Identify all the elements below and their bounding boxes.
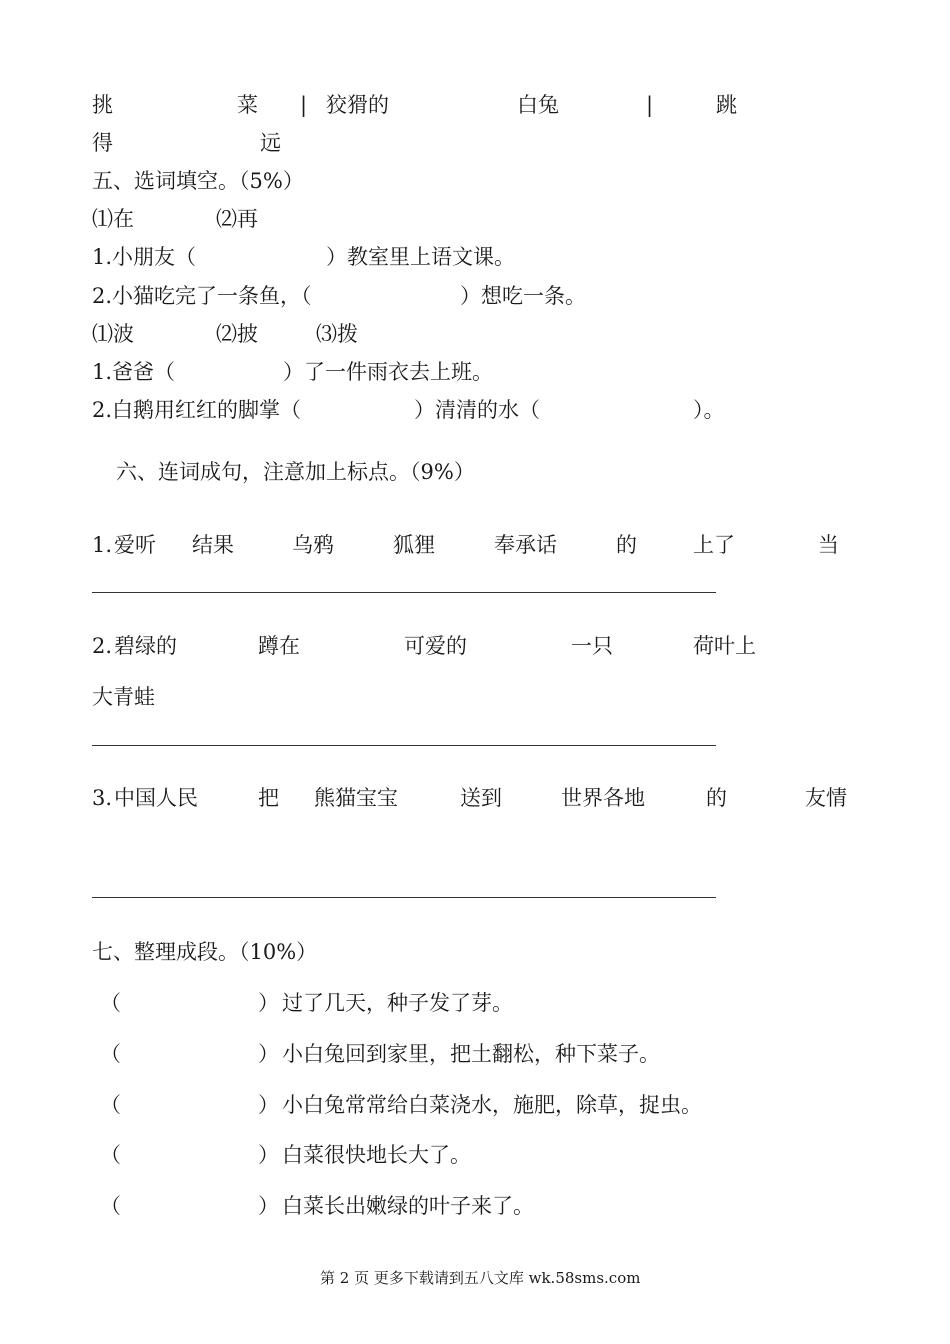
s6-q1-word: 结果	[192, 533, 234, 557]
s7-paren-close: ）	[258, 1143, 279, 1167]
s5-g1-q1-prefix: 1.小朋友（	[92, 245, 197, 269]
s6-q3-word: 友情	[805, 786, 847, 810]
s5-g1-q2-prefix: 2.小猫吃完了一条鱼，（	[92, 284, 312, 308]
s6-q1-word: 当	[818, 533, 839, 557]
s5-g2-q2-prefix: 2.白鹅用红红的脚掌（	[92, 398, 302, 422]
s5-g2-q2-mid: ）清清的水（	[414, 398, 540, 422]
s6-q3-word: 熊猫宝宝	[314, 786, 398, 810]
s6-q1-word: 奉承话	[494, 533, 557, 557]
s7-item: 过了几天，种子发了芽。	[282, 991, 513, 1015]
s7-paren-close: ）	[258, 1093, 279, 1117]
s6-q1-word: 狐狸	[393, 533, 435, 557]
s5-g2-option-2: ⑵披	[216, 322, 258, 346]
s5-g2-q1-suffix: ）了一件雨衣去上班。	[283, 360, 493, 384]
word-cai: 菜	[237, 93, 258, 117]
s7-paren-open: （	[100, 1042, 121, 1066]
s5-g1-option-1: ⑴在	[92, 207, 134, 231]
s7-paren-open: （	[100, 1093, 121, 1117]
s6-q3-number: 3.	[92, 786, 113, 810]
s6-q2-word: 一只	[571, 634, 613, 658]
s6-q1-word: 上了	[693, 533, 735, 557]
s6-q2-word: 蹲在	[258, 634, 300, 658]
word-tiao: 挑	[92, 93, 113, 117]
s7-paren-close: ）	[258, 991, 279, 1015]
answer-line-2	[92, 745, 716, 746]
s7-item: 白菜长出嫩绿的叶子来了。	[282, 1194, 534, 1218]
s6-q3-word: 送到	[460, 786, 502, 810]
section7-title: 七、整理成段。（10%）	[92, 940, 318, 964]
s6-q1-number: 1.	[92, 533, 113, 557]
word-tiao2: 跳	[716, 93, 737, 117]
section6-title: 六、连词成句，注意加上标点。（9%）	[116, 460, 475, 484]
s7-paren-close: ）	[258, 1042, 279, 1066]
s5-g1-q2-suffix: ）想吃一条。	[460, 284, 586, 308]
s6-q2-number: 2.	[92, 634, 113, 658]
section5-title: 五、选词填空。（5%）	[92, 169, 304, 193]
s5-g2-q2-suffix: ）。	[693, 398, 725, 422]
word-de: 得	[92, 131, 113, 155]
s5-g1-option-2: ⑵再	[216, 207, 258, 231]
s6-q2-word: 可爱的	[404, 634, 467, 658]
word-baitu: 白兔	[517, 93, 559, 117]
s7-item: 小白兔回到家里，把土翻松，种下菜子。	[282, 1042, 660, 1066]
s5-g2-option-3: ⑶拨	[316, 322, 358, 346]
s6-q2-word: 碧绿的	[114, 634, 177, 658]
s7-item: 白菜很快地长大了。	[282, 1143, 471, 1167]
s5-g2-q1-prefix: 1.爸爸（	[92, 360, 176, 384]
s6-q2-word: 荷叶上	[693, 634, 756, 658]
s7-paren-open: （	[100, 991, 121, 1015]
answer-line-1	[92, 592, 716, 593]
page-footer: 第 2 页 更多下载请到五八文库 wk.58sms.com	[320, 1269, 641, 1287]
answer-line-3	[92, 897, 716, 898]
separator-2: |	[646, 93, 654, 117]
s6-q2-word: 大青蛙	[92, 685, 155, 709]
s6-q3-word: 世界各地	[561, 786, 645, 810]
s7-item: 小白兔常常给白菜浇水，施肥，除草，捉虫。	[282, 1093, 702, 1117]
s6-q3-word: 中国人民	[114, 786, 198, 810]
word-jiaohuade: 狡猾的	[326, 93, 389, 117]
s6-q3-word: 的	[706, 786, 727, 810]
s6-q1-word: 乌鸦	[292, 533, 334, 557]
s6-q1-word: 爱听	[114, 533, 156, 557]
s6-q3-word: 把	[258, 786, 279, 810]
s7-paren-close: ）	[258, 1194, 279, 1218]
s7-paren-open: （	[100, 1194, 121, 1218]
word-yuan: 远	[260, 131, 281, 155]
s6-q1-word: 的	[616, 533, 637, 557]
s7-paren-open: （	[100, 1143, 121, 1167]
s5-g1-q1-suffix: ）教室里上语文课。	[326, 245, 515, 269]
separator-1: |	[300, 93, 308, 117]
s5-g2-option-1: ⑴波	[92, 322, 134, 346]
